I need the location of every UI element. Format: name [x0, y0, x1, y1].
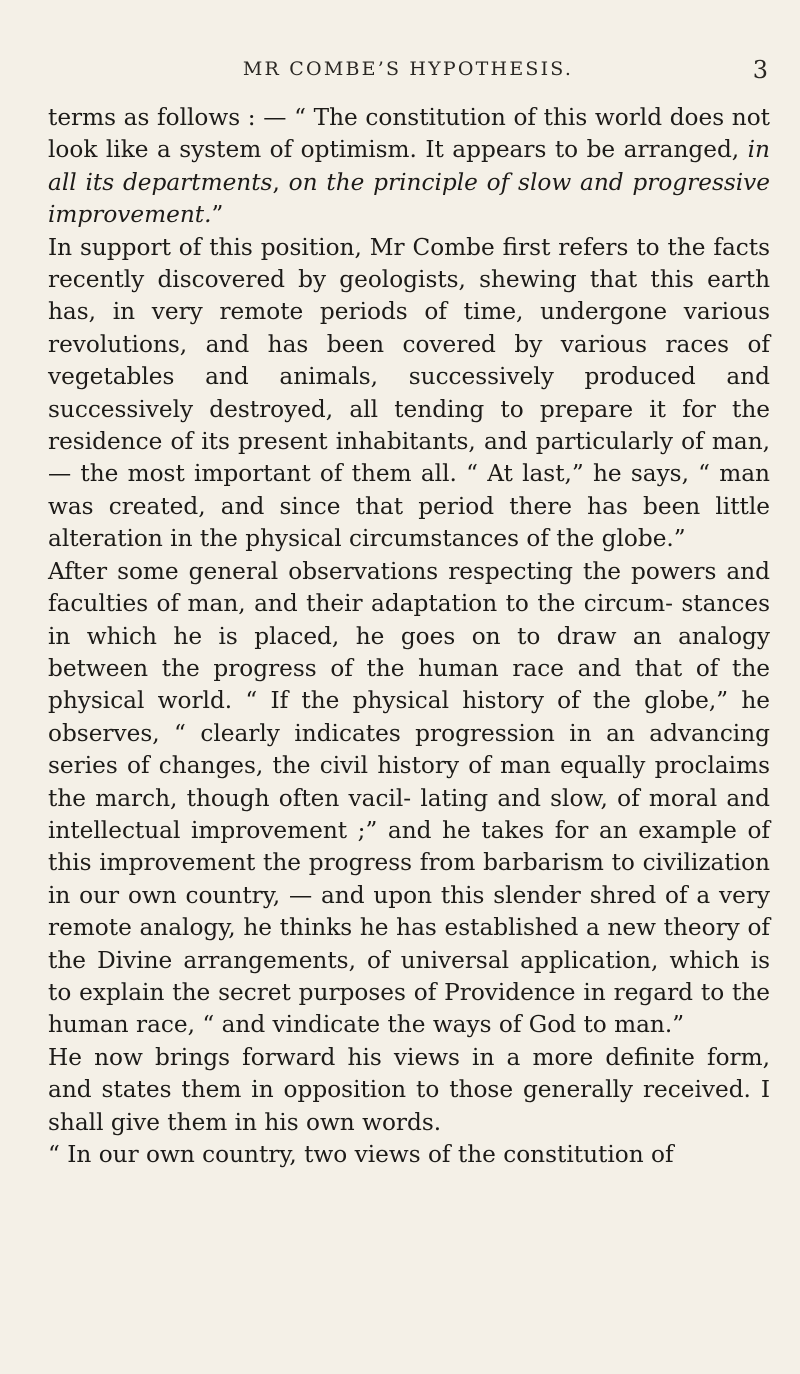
paragraph-5: “ In our own country, two views of the constitution of	[48, 1141, 674, 1168]
paragraph-1	[48, 102, 770, 232]
paragraph-3: After some general observations respecting the powers and faculties of man, and their adaptation to the circum- stances in which he is placed, he goes on to draw an analogy between the progress of the human race and that of the physical world. “ If the physical history of the globe,” he observes, “ clearly indicates progression in an advancing series of changes, the civil history of man equally proclaims the march, though often vacil- lating and slow, of moral and intellectual improvement ;” and he takes for an example of this improvement the progress from barbarism to civilization in our own country, — and upon this slender shred of a very remote analogy, he thinks he has established a new theory of the Divine arrangements, of universal application, which is to explain the secret purposes of Providence in regard to the human race, “ and vindicate the ways of God to man.”	[48, 557, 770, 1039]
paragraph-2: In support of this position, Mr Combe first refers to the facts recently discovered by geologists, shewing that this earth has, in very remote periods of time, undergone various revolutions, and has been covered by various races of vegetables and animals, successively produced and successively destroyed, all tending to prepare it for the residence of its present inhabitants, and particularly of man, — the most important of them all. “ At last,” he says, “ man was created, and since that period there has been little alteration in the physical circumstances of the globe.”	[48, 233, 770, 553]
page-number: 3	[752, 56, 768, 84]
page-body	[48, 102, 770, 1171]
paragraph-1-text-b: ,	[272, 168, 289, 196]
page-header	[48, 58, 768, 90]
paragraph-1-text-c: ”	[211, 201, 224, 229]
paragraph-1-emphasis-a: in all its departments	[48, 136, 770, 196]
paragraph-1-emphasis-b: on the principle of slow and progressive improvement.	[48, 168, 770, 229]
running-head: MR COMBE’S HYPOTHESIS.	[242, 58, 574, 80]
paragraph-1-text-a: terms as follows : — “ The constitution of this world does not look like a system of optimism. It appears to be arranged,	[48, 104, 770, 164]
paragraph-4: He now brings forward his views in a more definite form, and states them in opposition to those generally received. I shall give them in his own words.	[48, 1043, 770, 1136]
